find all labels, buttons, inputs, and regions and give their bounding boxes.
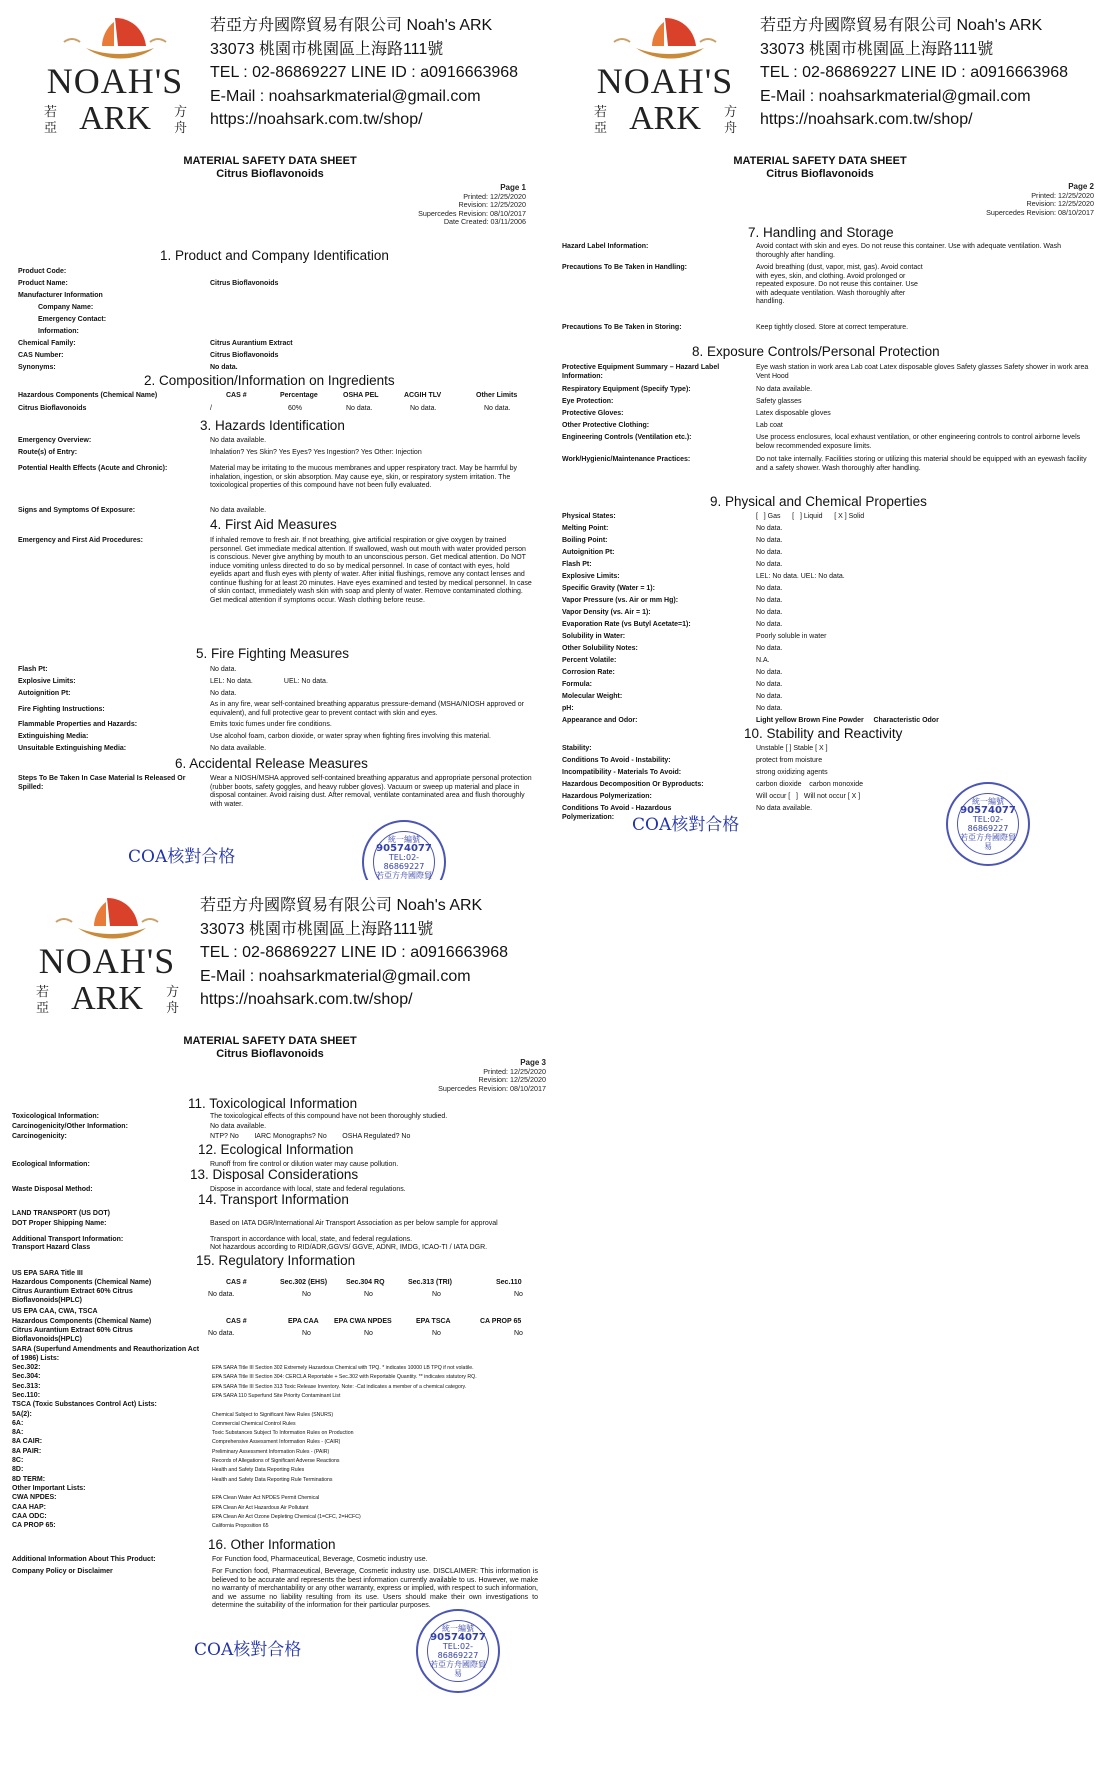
field-label: Manufacturer Information	[18, 292, 103, 299]
company-name: 若亞方舟國際貿易有限公司 Noah's ARK	[760, 17, 1043, 34]
field-label: Flash Pt:	[562, 561, 592, 568]
field-label: Extinguishing Media:	[18, 733, 89, 740]
logo-ark-text: ARK	[629, 100, 701, 137]
field-label: Percent Volatile:	[562, 657, 617, 664]
field-value: Lab coat	[756, 422, 783, 429]
field-value: No data.	[756, 597, 783, 604]
field-label: Incompatibility - Materials To Avoid:	[562, 769, 682, 776]
revision-info: Page 3 Printed: 12/25/2020 Revision: 12/25/2020 Supercedes Revision: 08/10/2017	[438, 1058, 546, 1093]
field-label: Engineering Controls (Ventilation etc.):	[562, 434, 692, 441]
reg-list-label: 8D TERM:	[12, 1475, 46, 1483]
reg-list-label: 8D:	[12, 1466, 24, 1474]
logo-cn-char: 方	[174, 105, 188, 120]
field-label: Protective Gloves:	[562, 410, 624, 417]
field-value: No data.	[756, 705, 783, 712]
logo-cn-char: 方	[724, 105, 738, 120]
field-label: Signs and Symptoms Of Exposure:	[18, 507, 136, 514]
field-label: Vapor Density (vs. Air = 1):	[562, 609, 651, 616]
section-heading: 4. First Aid Measures	[210, 517, 337, 532]
company-address: 33073 桃園市桃園區上海路111號	[200, 920, 434, 938]
reg-list-value: Health and Safety Data Reporting Rules	[212, 1467, 305, 1474]
field-value: The toxicological effects of this compound have not been thoroughly studied.	[210, 1113, 448, 1120]
reg-list-label: 8A:	[12, 1429, 24, 1437]
field-value: For Function food, Pharmaceutical, Beverage, Cosmetic industry use. DISCLAIMER: This information is believed to be accurate and represents the best information currently available to us. However, we make no warranty of merchantability or any other warranty, express or implied, with respect to such information, and we assume no liability resulting from its use. Users should make their own investigations to determine the suitability of the information for their particular purposes.	[212, 1568, 538, 1610]
field-label: Product Name:	[18, 280, 68, 287]
reg-list-value: Toxic Substances Subject To Information Rules on Production	[212, 1430, 354, 1437]
field-value: LEL: No data. UEL: No data.	[756, 573, 845, 580]
field-label: Vapor Pressure (vs. Air or mm Hg):	[562, 597, 679, 604]
section-heading: 3. Hazards Identification	[200, 418, 345, 433]
field-value: No data.	[756, 621, 783, 628]
field-label: Stability:	[562, 745, 592, 752]
coa-verified-stamp: COA核對合格	[632, 815, 740, 835]
msds-title: MATERIAL SAFETY DATA SHEET Citrus Bioflavonoids	[733, 155, 907, 180]
company-address: 33073 桃園市桃園區上海路111號	[210, 40, 444, 58]
reg-list-label: 8A CAIR:	[12, 1438, 43, 1446]
reg-list-value: California Proposition 65	[212, 1523, 269, 1530]
field-label: Eye Protection:	[562, 398, 614, 405]
reg-list-label: Other Important Lists:	[12, 1484, 86, 1492]
field-label: Hazard Label Information:	[562, 243, 649, 250]
field-value: No data.	[756, 561, 783, 568]
field-value: Keep tightly closed. Store at correct temperature.	[756, 324, 909, 331]
field-label: Other Solubility Notes:	[562, 645, 638, 652]
field-value: No data.	[756, 537, 783, 544]
section-heading: 7. Handling and Storage	[748, 225, 894, 240]
company-info	[210, 14, 550, 132]
section-heading: 16. Other Information	[208, 1537, 336, 1553]
logo-cn-char: 若	[594, 105, 608, 120]
msds-page-1: NOAH'S ARK 若 亞 方 舟 若亞方舟國際貿易有限公司 Noah's ARK 33073 桃園市桃園區上海路111號 TEL : 02-86869227 LINE ID : a0916663968 E-Mail : noahsarkmaterial@gmail.com https://noahsark.com.tw/shop/ MATERIAL SAFETY DATA SHEET Citrus Bioflavonoids Page 1 Printed: 12/25/2020 Revision: 12/25/2020 Supercedes Revision: 08/10/2017 Date Created: 03/11/2006 1. Product and Company Identification Product Code: Product Name: Citrus Bioflavonoids Manufacturer Information Company Name: Emergency Contact: Information: Chemical Family: Citrus Aurantium Extract CAS Number: Citrus Bioflavonoids Synonyms: No data. 2. Composition/Information on Ingredients Hazardous Components (Chemical Name) CAS # Percentage OSHA PEL ACGIH TLV Other Limits Citrus Bioflavonoids / 60% No data. No data. No data. 3. Hazards Identification Emergency Overview: No data available. Route(s) of Entry: Inhalation? Yes Skin? Yes Eyes? Yes Ingestion? Yes Other: Injection Potential Health Effects (Acute and Chronic): Material may be irritating to the mucous membranes and upper respiratory tract. May be harmful by inhalation, ingestion, or skin absorption. May cause eye, skin, or respiratory system irritation. The toxicological properties of this compound have not been fully evaluated. Signs and Symptoms Of Exposure: No data available. 4. First Aid Measures Emergency and First Aid Procedures: If inhaled remove to fresh air. If not breathing, give artificial respiration or give oxygen by trained personnel. Get immediate medical attention. If swallowed, wash out mouth with water provided person is conscious. Never give anything by mouth to an unconscious person. Get medical attention. Do NOT induce vomiting unless directed to do so by medical personnel. In case of contact with eyes, hold eyelids apart and flush eyes with plenty of water. After initial flushings, remove any contact lenses and continue flushing for at least 20 minutes. Have eyes examined and tested by medical personnel. In case of skin contact, immediately wash skin with soap and plenty of water. Remove contaminated clothing. Get medical attention if symptoms occur. Wash clothing before reuse. 5. Fire Fighting Measures Flash Pt: No data. Explosive Limits: LEL: No data. UEL: No data. Autoignition Pt: No data. Fire Fighting Instructions: As in any fire, wear self-contained breathing apparatus pressure-demand (MSHA/NIOSH approved or equivalent), and full protective gear to prevent contact with skin and eyes. Flammable Properties and Hazards: Emits toxic fumes under fire conditions. Extinguishing Media: Use alcohol foam, carbon dioxide, or water spray when fighting fires involving this material. Unsuitable Extinguishing Media: No data available. 6. Accidental Release Measures Steps To Be Taken In Case Material Is Released Or Spilled: Wear a NIOSH/MSHA approved self-contained breathing apparatus and appropriate personal protection (rubber boots, safety goggles, and heavy rubber gloves). Vacuum or sweep up material and place in disposal container. Avoid raising dust. After removal, ventilate contaminated area and flush thoroughly with water. COA核對合格 統一編號 90574077 TEL:02-86869227 若亞方舟國際貿	[0, 0, 550, 880]
company-info	[200, 894, 540, 1012]
coa-verified-stamp: COA核對合格	[194, 1640, 302, 1661]
reg-list-label: Sec.110:	[12, 1391, 41, 1399]
reg-list-value: Commercial Chemical Control Rules	[212, 1420, 296, 1427]
field-value: No data.	[210, 364, 238, 371]
logo-cn-char: 亞	[44, 121, 58, 136]
field-label: Fire Fighting Instructions:	[18, 706, 105, 713]
reg-list-label: CWA NPDES:	[12, 1494, 57, 1502]
company-tel: TEL : 02-86869227 LINE ID : a0916663968	[210, 64, 519, 81]
reg-list-value: Health and Safety Data Reporting Rule Terminations	[212, 1476, 333, 1483]
company-tel: TEL : 02-86869227 LINE ID : a0916663968	[200, 944, 509, 961]
field-label: Route(s) of Entry:	[18, 449, 78, 456]
reg-list-value: Preliminary Assessment Information Rules - (PAIR)	[212, 1448, 330, 1455]
reg-list-value: Records of Allegations of Significant Adverse Reactions	[212, 1458, 340, 1464]
field-label: Autoignition Pt:	[18, 690, 71, 697]
reg-list-label: 5A(2):	[12, 1410, 32, 1418]
section-heading: 9. Physical and Chemical Properties	[710, 494, 927, 509]
field-label: Evaporation Rate (vs Butyl Acetate=1):	[562, 621, 691, 628]
field-label: Emergency Contact:	[38, 316, 107, 323]
field-label: Conditions To Avoid - Hazardous Polymerization:	[562, 805, 672, 821]
logo-ark-text: ARK	[79, 100, 151, 137]
table-row: Citrus Aurantium Extract 60% Citrus Bioflavonoids(HPLC)	[12, 1288, 133, 1304]
section-heading: 2. Composition/Information on Ingredients	[144, 373, 395, 388]
company-seal: 統一編號 90574077 TEL:02-86869227 若亞方舟國際貿	[362, 820, 446, 904]
field-label: Company Policy or Disclaimer	[12, 1568, 113, 1576]
field-label: Other Protective Clothing:	[562, 422, 650, 429]
reg-list-label: CAA HAP:	[12, 1503, 46, 1511]
field-value: LEL: No data. UEL: No data.	[210, 678, 328, 685]
field-label: Carcinogenicity:	[12, 1133, 67, 1140]
section-heading: 11. Toxicological Information	[188, 1096, 358, 1111]
logo-cn-char: 亞	[594, 121, 608, 136]
reg-list-label: CAA ODC:	[12, 1512, 47, 1520]
company-seal: 統一編號 90574077 TEL:02-86869227 若亞方舟國際貿易	[416, 1609, 500, 1693]
company-header	[550, 0, 1100, 150]
field-label: Precautions To Be Taken in Handling:	[562, 264, 687, 271]
noahs-ark-logo	[586, 12, 744, 142]
company-email: E-Mail : noahsarkmaterial@gmail.com	[200, 967, 471, 985]
field-label: Emergency and First Aid Procedures:	[18, 537, 143, 544]
sailboat-icon	[28, 892, 186, 944]
field-label: Corrosion Rate:	[562, 669, 615, 676]
company-header	[0, 0, 550, 150]
field-label: Flammable Properties and Hazards:	[18, 721, 138, 728]
field-label: SARA (Superfund Amendments and Reauthorization Act of 1986) Lists:	[12, 1346, 200, 1362]
field-label: Additional Information About This Product:	[12, 1556, 156, 1564]
company-name: 若亞方舟國際貿易有限公司 Noah's ARK	[200, 897, 483, 914]
field-label: Solubility in Water:	[562, 633, 626, 640]
logo-cn-char: 若	[36, 985, 50, 1000]
logo-cn-char: 舟	[174, 121, 188, 136]
company-seal: 統一編號 90574077 TEL:02-86869227 若亞方舟國際貿易	[946, 782, 1030, 866]
logo-noah-text: NOAH'S	[38, 941, 176, 981]
revision-info: Page 1 Printed: 12/25/2020 Revision: 12/25/2020 Supercedes Revision: 08/10/2017 Date Created: 03/11/2006	[418, 183, 526, 227]
field-value: Avoid breathing (dust, vapor, mist, gas). Avoid contact with eyes, skin, and clothing. Avoid prolonged or repeated exposure. Do not reuse this container. Use with adequate ventilation. Wash thoroughly after handling.	[756, 264, 923, 305]
field-value: No data available.	[210, 437, 267, 444]
field-label: pH:	[562, 705, 574, 712]
company-info	[760, 14, 1100, 132]
field-label: Carcinogenicity/Other Information:	[12, 1123, 128, 1130]
reg-list-value: EPA Clean Air Act Ozone Depleting Chemical (1=CFC, 2=HCFC)	[212, 1513, 361, 1520]
noahs-ark-logo	[36, 12, 194, 142]
field-value: No data.	[756, 549, 783, 556]
field-value: NTP? No IARC Monographs? No OSHA Regulated? No	[210, 1133, 411, 1140]
field-label: Protective Equipment Summary – Hazard Label Information:	[562, 364, 720, 380]
field-label: Chemical Family:	[18, 340, 76, 347]
field-value: Runoff from fire control or dilution water may cause pollution.	[210, 1161, 399, 1168]
section-heading: 14. Transport Information	[198, 1192, 349, 1207]
field-value: For Function food, Pharmaceutical, Beverage, Cosmetic industry use.	[212, 1556, 428, 1564]
field-value: No data.	[210, 666, 237, 673]
field-label: Information:	[38, 328, 79, 335]
section-heading: 12. Ecological Information	[198, 1142, 354, 1157]
logo-cn-char: 方	[166, 985, 180, 1000]
reg-list-value: EPA SARA 110 Superfund Site Priority Contaminant List	[212, 1392, 341, 1399]
reg-list-label: Sec.302:	[12, 1364, 41, 1371]
field-value: Citrus Bioflavonoids	[210, 280, 279, 287]
field-label: Emergency Overview:	[18, 437, 92, 444]
section-heading: 8. Exposure Controls/Personal Protection	[692, 344, 940, 359]
field-value: Based on IATA DGR/International Air Transport Association as per below sample for approval	[210, 1220, 498, 1227]
field-value: protect from moisture	[756, 757, 823, 764]
field-label: Unsuitable Extinguishing Media:	[18, 745, 127, 752]
field-value: As in any fire, wear self-contained breathing apparatus pressure-demand (MSHA/NIOSH approved or equivalent), and full protective gear to prevent contact with skin and eyes.	[210, 701, 524, 717]
field-value: No data.	[756, 681, 783, 688]
reg-list-value: EPA SARA Title III Section 313 Toxic Release Inventory. Note: -Cat indicates a member of a chemical category.	[212, 1383, 467, 1390]
field-value: carbon dioxide carbon monoxide	[756, 781, 864, 788]
reg-list-label: Sec.304:	[12, 1373, 41, 1381]
logo-cn-char: 若	[44, 105, 58, 120]
field-label: Explosive Limits:	[18, 678, 76, 685]
reg-list-value: EPA SARA Title III Section 302 Extremely Hazardous Chemical with TPQ. * indicates 10000 LB TPQ if not volatile.	[212, 1365, 474, 1371]
reg-list-label: 8A PAIR:	[12, 1447, 42, 1455]
field-label: Transport Hazard Class	[12, 1244, 91, 1251]
field-label: US EPA CAA, CWA, TSCA	[12, 1308, 98, 1315]
reg-list-label: 6A:	[12, 1419, 24, 1427]
field-value: Dispose in accordance with local, state and federal regulations.	[210, 1186, 406, 1193]
msds-title: MATERIAL SAFETY DATA SHEET Citrus Bioflavonoids	[183, 155, 357, 180]
field-label: Product Code:	[18, 268, 67, 275]
field-label: Flash Pt:	[18, 666, 48, 673]
section-heading: 15. Regulatory Information	[196, 1253, 356, 1268]
sailboat-icon	[36, 12, 194, 64]
msds-page-2	[550, 0, 1100, 880]
field-label: Appearance and Odor:	[562, 717, 638, 724]
field-label: Formula:	[562, 681, 592, 688]
field-label: Hazardous Polymerization:	[562, 793, 652, 800]
section-heading: 1. Product and Company Identification	[160, 248, 389, 263]
field-label: US EPA SARA Title III	[12, 1270, 83, 1277]
field-value: strong oxidizing agents	[756, 769, 828, 776]
field-label: Additional Transport Information:	[12, 1236, 124, 1243]
field-label: Hazardous Decomposition Or Byproducts:	[562, 781, 704, 788]
field-value: No data.	[756, 669, 783, 676]
coa-verified-stamp: COA核對合格	[128, 847, 236, 867]
field-label: CAS Number:	[18, 352, 64, 359]
field-label: Ecological Information:	[12, 1161, 90, 1168]
logo-noah-text: NOAH'S	[46, 61, 184, 101]
field-label: Autoignition Pt:	[562, 549, 615, 556]
field-value: No data available.	[210, 1123, 267, 1130]
field-label: Precautions To Be Taken in Storing:	[562, 324, 682, 331]
field-label: Steps To Be Taken In Case Material Is Released Or Spilled:	[18, 775, 186, 791]
field-value: No data.	[756, 609, 783, 616]
field-label: LAND TRANSPORT (US DOT)	[12, 1210, 110, 1217]
field-value: [ ] Gas [ ] Liquid [ X ] Solid	[756, 513, 865, 520]
field-label: Toxicological Information:	[12, 1113, 99, 1120]
sailboat-icon	[586, 12, 744, 64]
field-value: Use process enclosures, local exhaust ventilation, or other engineering controls to control airborne levels below recommended exposure limits.	[756, 434, 1081, 450]
field-value: No data available.	[756, 386, 813, 393]
field-label: Explosive Limits:	[562, 573, 620, 580]
section-heading: 10. Stability and Reactivity	[744, 726, 903, 741]
field-value: Inhalation? Yes Skin? Yes Eyes? Yes Ingestion? Yes Other: Injection	[210, 449, 422, 456]
field-label: Potential Health Effects (Acute and Chronic):	[18, 465, 168, 472]
reg-list-label: Sec.313:	[12, 1382, 41, 1390]
field-label: Respiratory Equipment (Specify Type):	[562, 386, 691, 393]
field-value: Poorly soluble in water	[756, 633, 827, 640]
field-value: Do not take internally. Facilities storing or utilizing this material should be equipped with an eyewash facility and a safety shower. Wash thoroughly after handling.	[756, 456, 1087, 472]
field-value: Transport in accordance with local, state, and federal regulations.	[210, 1236, 413, 1243]
company-header	[0, 880, 550, 1030]
field-label: Specific Gravity (Water = 1):	[562, 585, 655, 592]
field-value: N.A.	[756, 657, 770, 664]
logo-ark-text: ARK	[71, 980, 143, 1017]
field-value: No data available.	[210, 507, 267, 514]
field-value: No data available.	[756, 805, 813, 812]
field-label: DOT Proper Shipping Name:	[12, 1220, 107, 1227]
field-value: Unstable [ ] Stable [ X ]	[756, 745, 828, 752]
logo-cn-char: 舟	[724, 121, 738, 136]
reg-list-value: EPA Clean Air Act Hazardous Air Pollutant	[212, 1504, 309, 1511]
field-value: No data.	[756, 585, 783, 592]
msds-page-3: NOAH'S ARK 若 亞 方 舟 若亞方舟國際貿易有限公司 Noah's ARK 33073 桃園市桃園區上海路111號 TEL : 02-86869227 LINE ID : a0916663968 E-Mail : noahsarkmaterial@gmail.com https://noahsark.com.tw/shop/ MATERIAL SAFETY DATA SHEET Citrus Bioflavonoids Page 3 Printed: 12/25/2020 Revision: 12/25/2020 Supercedes Revision: 08/10/2017 11. Toxicological Information Toxicological Information: The toxicological effects of this compound have not been thoroughly studied. Carcinogenicity/Other Information: No data available. Carcinogenicity: NTP? No IARC Monographs? No OSHA Regulated? No 12. Ecological Information Ecological Information: Runoff from fire control or dilution water may cause pollution. 13. Disposal Considerations Waste Disposal Method: Dispose in accordance with local, state and federal regulations. 14. Transport Information LAND TRANSPORT (US DOT) DOT Proper Shipping Name: Based on IATA DGR/International Air Transport Association as per below sample for approval Additional Transport Information: Transport in accordance with local, state, and federal regulations. Transport Hazard Class Not hazardous according to RID/ADR,GGVS/ GGVE, ADNR, IMDG, ICAO-TI / IATA DGR. 15. Regulatory Information US EPA SARA Title III Hazardous Components (Chemical Name) CAS # Sec.302 (EHS) Sec.304 RQ Sec.313 (TRI) Sec.110 Citrus Aurantium Extract 60% Citrus Bioflavonoids(HPLC) No data. No No No No US EPA CAA, CWA, TSCA Hazardous Components (Chemical Name) CAS # EPA CAA EPA CWA NPDES EPA TSCA CA PROP 65 Citrus Aurantium Extract 60% Citrus Bioflavonoids(HPLC) No data. No No No No SARA (Superfund Amendments and Reauthorization Act of 1986) Lists: 16. Other Information Additional Information About This Product: For Function food, Pharmaceutical, Beverage, Cosmetic industry use. Company Policy or Disclaimer For Function food, Pharmaceutical, Beverage, Cosmetic industry use. DISCLAIMER: This information is believed to be accurate and represents the best information currently available to us. However, we make no warranty of merchantability or any other warranty, express or implied, with respect to such information, and we assume no liability resulting from its use. Users should make their own investigations to determine the suitability of the information for their particular purposes. COA核對合格 統一編號 90574077 TEL:02-86869227 若亞方舟國際貿易 Sec.302: EPA SARA Title III Section 302 Extremely Hazardous Chemical with TPQ. * indicates 10000 LB TPQ if not volatile. Sec.304: EPA SARA Title III Section 304: CERCLA Reportable + Sec.302 with Reportable Quantity. ** indicates statutory RQ. Sec.313: EPA SARA Title III Section 313 Toxic Release Inventory. Note: -Cat indicates a member of a chemical category. Sec.110: EPA SARA 110 Superfund Site Priority Contaminant List TSCA (Toxic Substances Control Act) Lists: 5A(2): Chemical Subject to Significant New Rules (SNURS) 6A: Commercial Chemical Control Rules 8A: Toxic Substances Subject To Information Rules on Production 8A CAIR: Comprehensive Assessment Information Rules - (CAIR) 8A PAIR: Preliminary Assessment Information Rules - (PAIR) 8C: Records of Allegations of Significant Adverse Reactions 8D: Health and Safety Data Reporting Rules 8D TERM: Health and Safety Data Reporting Rule Terminations Other Important Lists: CWA NPDES: EPA Clean Water Act NPDES Permit Chemical CAA HAP: EPA Clean Air Act Hazardous Air Pollutant CAA ODC: EPA Clean Air Act Ozone Depleting Chemical (1=CFC, 2=HCFC) CA PROP 65: California Proposition 65	[0, 880, 550, 1792]
field-value: Material may be irritating to the mucous membranes and upper respiratory tract. May be harmful by inhalation, ingestion, or skin absorption. May cause eye, skin, or respiratory system irritation. The toxicological properties of this compound have not been fully evaluated.	[210, 465, 517, 489]
field-label: Work/Hygienic/Maintenance Practices:	[562, 456, 691, 463]
field-value: Light yellow Brown Fine Powder Characteristic Odor	[756, 717, 939, 724]
field-label: Molecular Weight:	[562, 693, 623, 700]
table-row: Citrus Aurantium Extract 60% Citrus Bioflavonoids(HPLC)	[12, 1327, 133, 1343]
field-label: Company Name:	[38, 304, 94, 311]
company-url[interactable]: https://noahsark.com.tw/shop/	[210, 111, 423, 128]
noahs-ark-logo	[28, 892, 186, 1022]
reg-list-value: EPA SARA Title III Section 304: CERCLA Reportable + Sec.302 with Reportable Quantity. ** indicates statutory RQ.	[212, 1374, 477, 1381]
section-heading: 13. Disposal Considerations	[190, 1167, 359, 1182]
logo-cn-char: 舟	[166, 1001, 180, 1016]
company-url[interactable]: https://noahsark.com.tw/shop/	[200, 991, 413, 1008]
logo-cn-char: 亞	[36, 1001, 50, 1016]
reg-list-value: Chemical Subject to Significant New Rules (SNURS)	[212, 1411, 334, 1418]
field-value: Eye wash station in work area Lab coat Latex disposable gloves Safety glasses Safety shower in work area Vent Hood	[756, 364, 1089, 380]
field-value: No data.	[756, 645, 783, 652]
field-label: Physical States:	[562, 513, 616, 520]
company-url[interactable]: https://noahsark.com.tw/shop/	[760, 111, 973, 128]
field-value: Wear a NIOSH/MSHA approved self-contained breathing apparatus and appropriate personal protection (rubber boots, safety goggles, and heavy rubber gloves). Vacuum or sweep up material and place in disposal container. Avoid raising dust. After removal, ventilate contaminated area and flush thoroughly with water.	[210, 775, 532, 808]
field-value: No data.	[210, 690, 237, 697]
field-value: Safety glasses	[756, 398, 802, 405]
field-label: Waste Disposal Method:	[12, 1186, 93, 1193]
company-email: E-Mail : noahsarkmaterial@gmail.com	[210, 87, 481, 105]
field-value: Citrus Bioflavonoids	[210, 352, 279, 359]
company-name: 若亞方舟國際貿易有限公司 Noah's ARK	[210, 17, 493, 34]
field-value: Citrus Aurantium Extract	[210, 340, 293, 347]
field-value: No data.	[756, 693, 783, 700]
field-value: If inhaled remove to fresh air. If not breathing, give artificial respiration or give oxygen by trained personnel. Get immediate medical attention. If swallowed, wash out mouth with water provided person is conscious. Never give anything by mouth to an unconscious person. Get medical attention. Do NOT induce vomiting unless directed to do so by medical personnel. In case of contact with eyes, hold eyelids apart and flush eyes with plenty of water. After initial flushings, remove any contact lenses and continue flushing for at least 20 minutes. Have eyes examined and tested by medical personnel. In case of skin contact, immediately wash skin with soap and plenty of water. Remove contaminated clothing. Get medical attention if symptoms occur. Wash clothing before reuse.	[210, 537, 532, 604]
field-value: Will occur [ ] Will not occur [ X ]	[756, 793, 861, 800]
reg-list-value: Comprehensive Assessment Information Rules - (CAIR)	[212, 1439, 341, 1446]
field-value: No data.	[756, 525, 783, 532]
field-value: No data available.	[210, 745, 267, 752]
field-value: Avoid contact with skin and eyes. Do not reuse this container. Use with adequate ventilation. Wash thoroughly after handling.	[756, 243, 1062, 259]
field-label: Boiling Point:	[562, 537, 608, 544]
field-value: Use alcohol foam, carbon dioxide, or water spray when fighting fires involving this material.	[210, 733, 491, 740]
field-label: Melting Point:	[562, 525, 609, 532]
field-label: Conditions To Avoid - Instability:	[562, 757, 671, 764]
reg-list-value: EPA Clean Water Act NPDES Permit Chemical	[212, 1495, 320, 1502]
reg-list-label: CA PROP 65:	[12, 1522, 56, 1530]
logo-noah-text: NOAH'S	[596, 61, 734, 101]
reg-list-label: TSCA (Toxic Substances Control Act) Lists:	[12, 1401, 157, 1409]
field-value: Not hazardous according to RID/ADR,GGVS/ GGVE, ADNR, IMDG, ICAO-TI / IATA DGR.	[210, 1244, 488, 1251]
msds-title: MATERIAL SAFETY DATA SHEET Citrus Bioflavonoids	[183, 1035, 357, 1060]
field-label: Synonyms:	[18, 364, 56, 371]
field-value: Emits toxic fumes under fire conditions.	[210, 721, 332, 728]
company-address: 33073 桃園市桃園區上海路111號	[760, 40, 994, 58]
field-value: Latex disposable gloves	[756, 410, 831, 417]
section-heading: 6. Accidental Release Measures	[175, 756, 368, 771]
revision-info: Page 2 Printed: 12/25/2020 Revision: 12/25/2020 Supercedes Revision: 08/10/2017	[986, 182, 1094, 217]
section-heading: 5. Fire Fighting Measures	[196, 646, 350, 661]
company-tel: TEL : 02-86869227 LINE ID : a0916663968	[760, 64, 1069, 81]
company-email: E-Mail : noahsarkmaterial@gmail.com	[760, 87, 1031, 105]
reg-list-label: 8C:	[12, 1457, 24, 1464]
